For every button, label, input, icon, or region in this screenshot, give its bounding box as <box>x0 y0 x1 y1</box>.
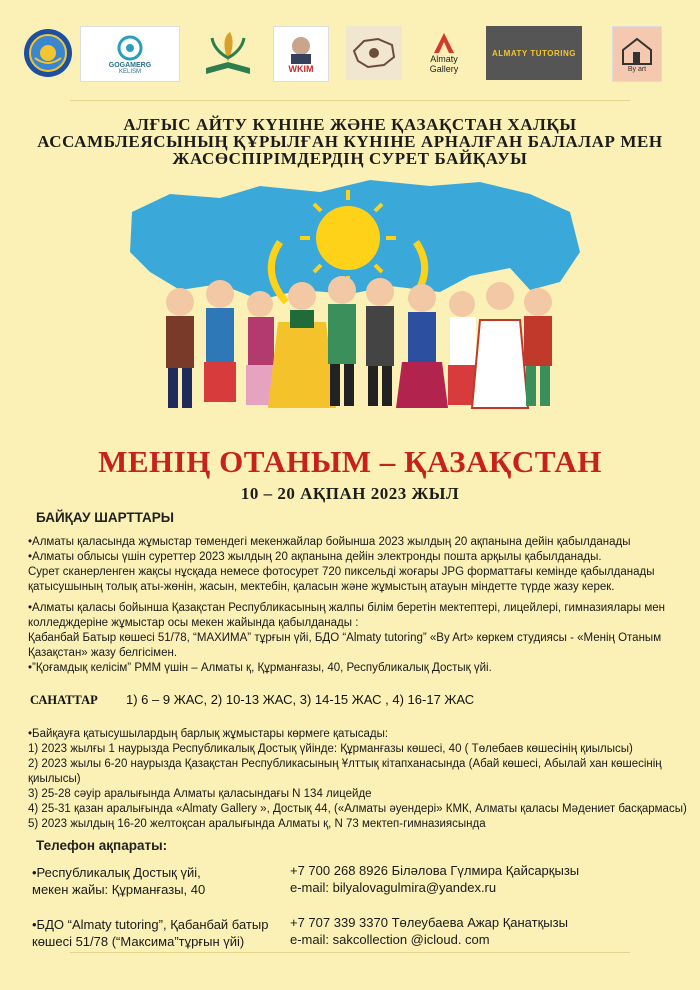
conditions-line: Сурет сканерленген жақсы нұсқада немесе фотосурет 720 пиксельді жоғары JPG форматтағы кемінде қабылданады <box>28 566 655 578</box>
main-title: МЕНІҢ ОТАНЫМ – ҚАЗАҚСТАН <box>98 444 602 479</box>
title-line-1: АЛҒЫС АЙТУ КҮНІНЕ ЖӘНЕ ҚАЗАҚСТАН ХАЛҚЫ <box>123 115 577 134</box>
conditions-line: •Алматы қаласы бойынша Қазақстан Республикасының жалпы білім беретін мектептері, лицейлері, гимназиялары мен <box>28 602 666 614</box>
conditions-heading: БАЙҚАУ ШАРТТАРЫ <box>36 510 175 525</box>
contest-dates: 10 – 20 АҚПАН 2023 ЖЫЛ <box>240 484 460 503</box>
exhibitions-line: •Байқауға қатысушылардың барлық жұмыстары көрмеге қатысады: <box>28 728 389 740</box>
exhibitions-line: 1) 2023 жылғы 1 наурызда Республикалық Достық үйінде: Құрманғазы көшесі, 40 ( Төлебаев көшесінің қиылысы) <box>28 743 633 755</box>
conditions-line: •”Қоғамдық келісім” РММ үшін – Алматы қ, Құрманғазы, 40, Республикалық Достық үйі. <box>28 662 492 674</box>
kazakhstan-children-illustration <box>110 172 590 442</box>
exhibitions-line: 2) 2023 жылы 6-20 наурызда Қазақстан Республикасының Ұлттық кітапханасында (Абай көшесі, Абылай хан көшесінің <box>28 758 662 770</box>
exhibitions-line: 4) 25-31 қазан аралығында «Almaty Gallery », Достық 44, («Алматы әуендері» КМК, Алматы қаласы Мәдениет басқармасы) <box>28 803 687 815</box>
divider-top <box>70 100 630 101</box>
title-line-2: АССАМБЛЕЯСЫНЫҢ ҚҰРЫЛҒАН КҮНІНЕ АРНАЛҒАН БАЛАЛАР МЕН <box>37 132 663 151</box>
contact-1-address: •Республикалық Достық үйі, мекен жайы: Құрманғазы, 40 <box>32 865 206 897</box>
title-line-3: ЖАСӨСПІРІМДЕРДІҢ СУРЕТ БАЙҚАУЫ <box>172 149 528 168</box>
exhibitions-line: қиылысы) <box>28 773 81 785</box>
wkim-logo: WKIM <box>273 26 329 82</box>
conditions-line: Қазақстан» жазу белгісімен. <box>28 647 178 659</box>
conditions-line: •Алматы қаласында жұмыстар төмендегі мекенжайлар бойынша 2023 жылдың 20 ақпанына дейін қабылданады <box>28 536 631 548</box>
almaty-tutoring-logo: ALMATY TUTORING <box>486 26 582 80</box>
conditions-line: Қабанбай Батыр көшесі 51/78, “МАХИМА” тұрғын үйі, БДО “Almaty tutoring” «By Art» көркем студиясы - «Менің Отаным <box>28 632 662 644</box>
email-link[interactable]: e-mail: sakcollection @icloud. com <box>290 932 490 947</box>
conditions-line: қатысушының толық аты-жөнін, жасын, мектебін, қаласын және жұмыстың атауын міндетте түрде жазу керек. <box>28 581 615 593</box>
divider-bottom <box>70 952 630 953</box>
categories-values: 1) 6 – 9 ЖАС, 2) 10-13 ЖАС, 3) 14-15 ЖАС , 4) 16-17 ЖАС <box>126 692 475 707</box>
book-tree-logo <box>198 26 258 80</box>
contact-1-details: +7 700 268 8926 Біләлова Гүлмира Қайсарқызы e-mail: bilyalovagulmira@yandex.ru <box>290 863 580 895</box>
email-link[interactable]: e-mail: bilyalovagulmira@yandex.ru <box>290 880 497 895</box>
categories-heading: САНАТТАР <box>30 693 98 707</box>
children-group <box>166 276 552 408</box>
exhibitions-line: 5) 2023 жылдың 16-20 желтоқсан аралығында Алматы қ, N 73 мектеп-гимназиясында <box>28 818 486 830</box>
assembly-emblem-logo <box>20 26 76 80</box>
conditions-line: колледждеріне жұмыстар осы мекен жайында қабылданады : <box>28 617 359 629</box>
almaty-gallery-logo: Almaty Gallery <box>422 26 466 80</box>
contest-title <box>0 116 700 167</box>
exhibitions-line: 3) 25-28 сәуір аралығында Алматы қаласындағы N 134 лицейде <box>28 788 372 800</box>
exhibitions-text <box>28 727 687 832</box>
contact-2-address: •БДО “Almaty tutoring”, Қабанбай батыр көшесі 51/78 (“Максима”тұрғын үйі) <box>32 917 269 949</box>
gogamerg-logo: GOGAMERG KELISM <box>80 26 180 82</box>
by-art-logo: By art <box>612 26 662 82</box>
phone-heading: Телефон ақпараты: <box>36 838 168 853</box>
conditions-line: •Алматы облысы үшін суреттер 2023 жылдың 20 ақпанына дейін электронды пошта арқылы қабылданады. <box>28 551 602 563</box>
contact-2-details: +7 707 339 3370 Төлеубаева Ажар Қанатқызы e-mail: sakcollection @icloud. com <box>290 915 568 947</box>
kazakhstan-map-stamp-logo <box>346 26 402 80</box>
partner-logos <box>20 26 680 84</box>
conditions-text <box>28 535 668 676</box>
